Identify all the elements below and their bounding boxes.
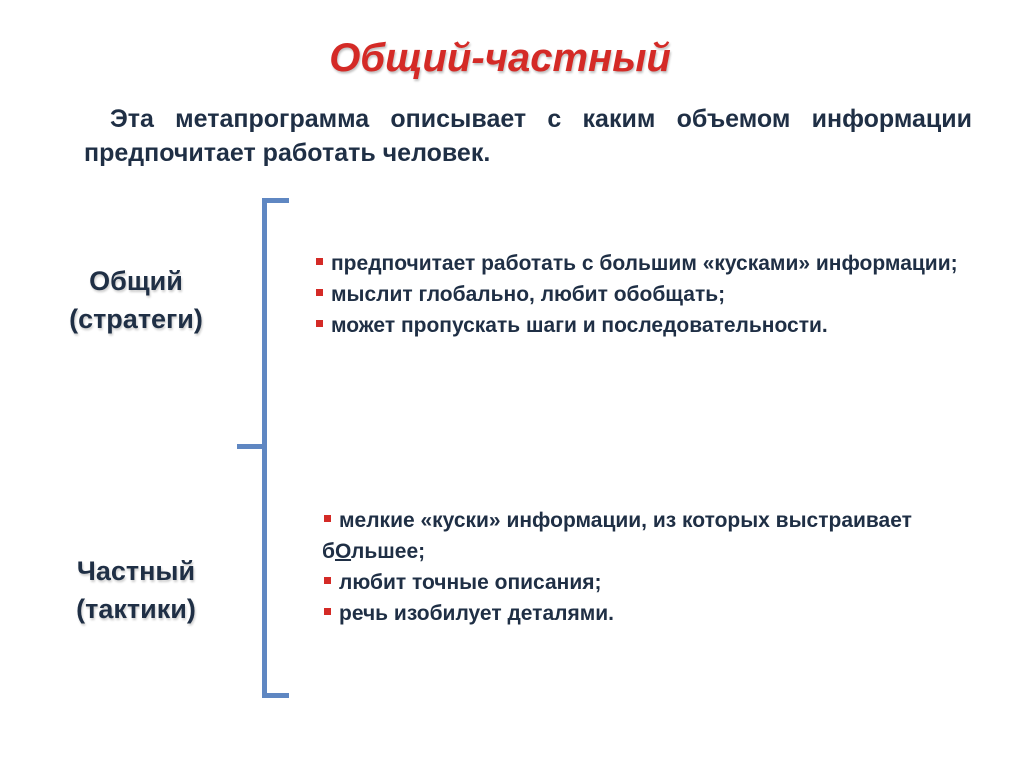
label-general (16, 262, 256, 338)
list-item (322, 505, 942, 567)
list-item-text-end: льшее; (351, 540, 426, 563)
bullet-icon (324, 608, 331, 615)
list-item (322, 567, 942, 598)
bullet-icon (316, 320, 323, 327)
bracket-bottom-arm (262, 693, 289, 698)
emphasis-letter: О (334, 540, 352, 563)
bullet-icon (316, 289, 323, 296)
general-traits-list (314, 248, 974, 341)
intro-text: Эта метапрограмма описывает с каким объемом информации предпочитает работать человек. (84, 105, 972, 167)
bracket-middle-tick (237, 444, 267, 449)
label-specific (16, 552, 256, 628)
label-specific-line1: Частный (76, 556, 196, 586)
list-item-text: мыслит глобально, любит обобщать; (331, 283, 726, 306)
list-item (314, 248, 974, 279)
intro-paragraph (84, 102, 972, 170)
list-item-text: мелкие «куски» информации, из которых выстраивает б (322, 509, 912, 563)
list-item (314, 279, 974, 310)
list-item-text: может пропускать шаги и последовательности. (331, 314, 828, 337)
label-general-line1: Общий (89, 266, 183, 296)
slide-title: Общий-частный (329, 36, 671, 80)
bullet-icon (316, 258, 323, 265)
list-item-text: предпочитает работать с большим «кусками» информации; (331, 252, 958, 275)
specific-traits-list (322, 505, 942, 629)
list-item-text: речь изобилует деталями. (339, 602, 615, 625)
list-item (314, 310, 974, 341)
label-specific-line2: (тактики) (76, 594, 196, 624)
label-general-line2: (стратеги) (69, 304, 203, 334)
bracket-top-arm (262, 198, 289, 203)
list-item-text: любит точные описания; (339, 571, 602, 594)
bullet-icon (324, 515, 331, 522)
list-item (322, 598, 942, 629)
bullet-icon (324, 577, 331, 584)
